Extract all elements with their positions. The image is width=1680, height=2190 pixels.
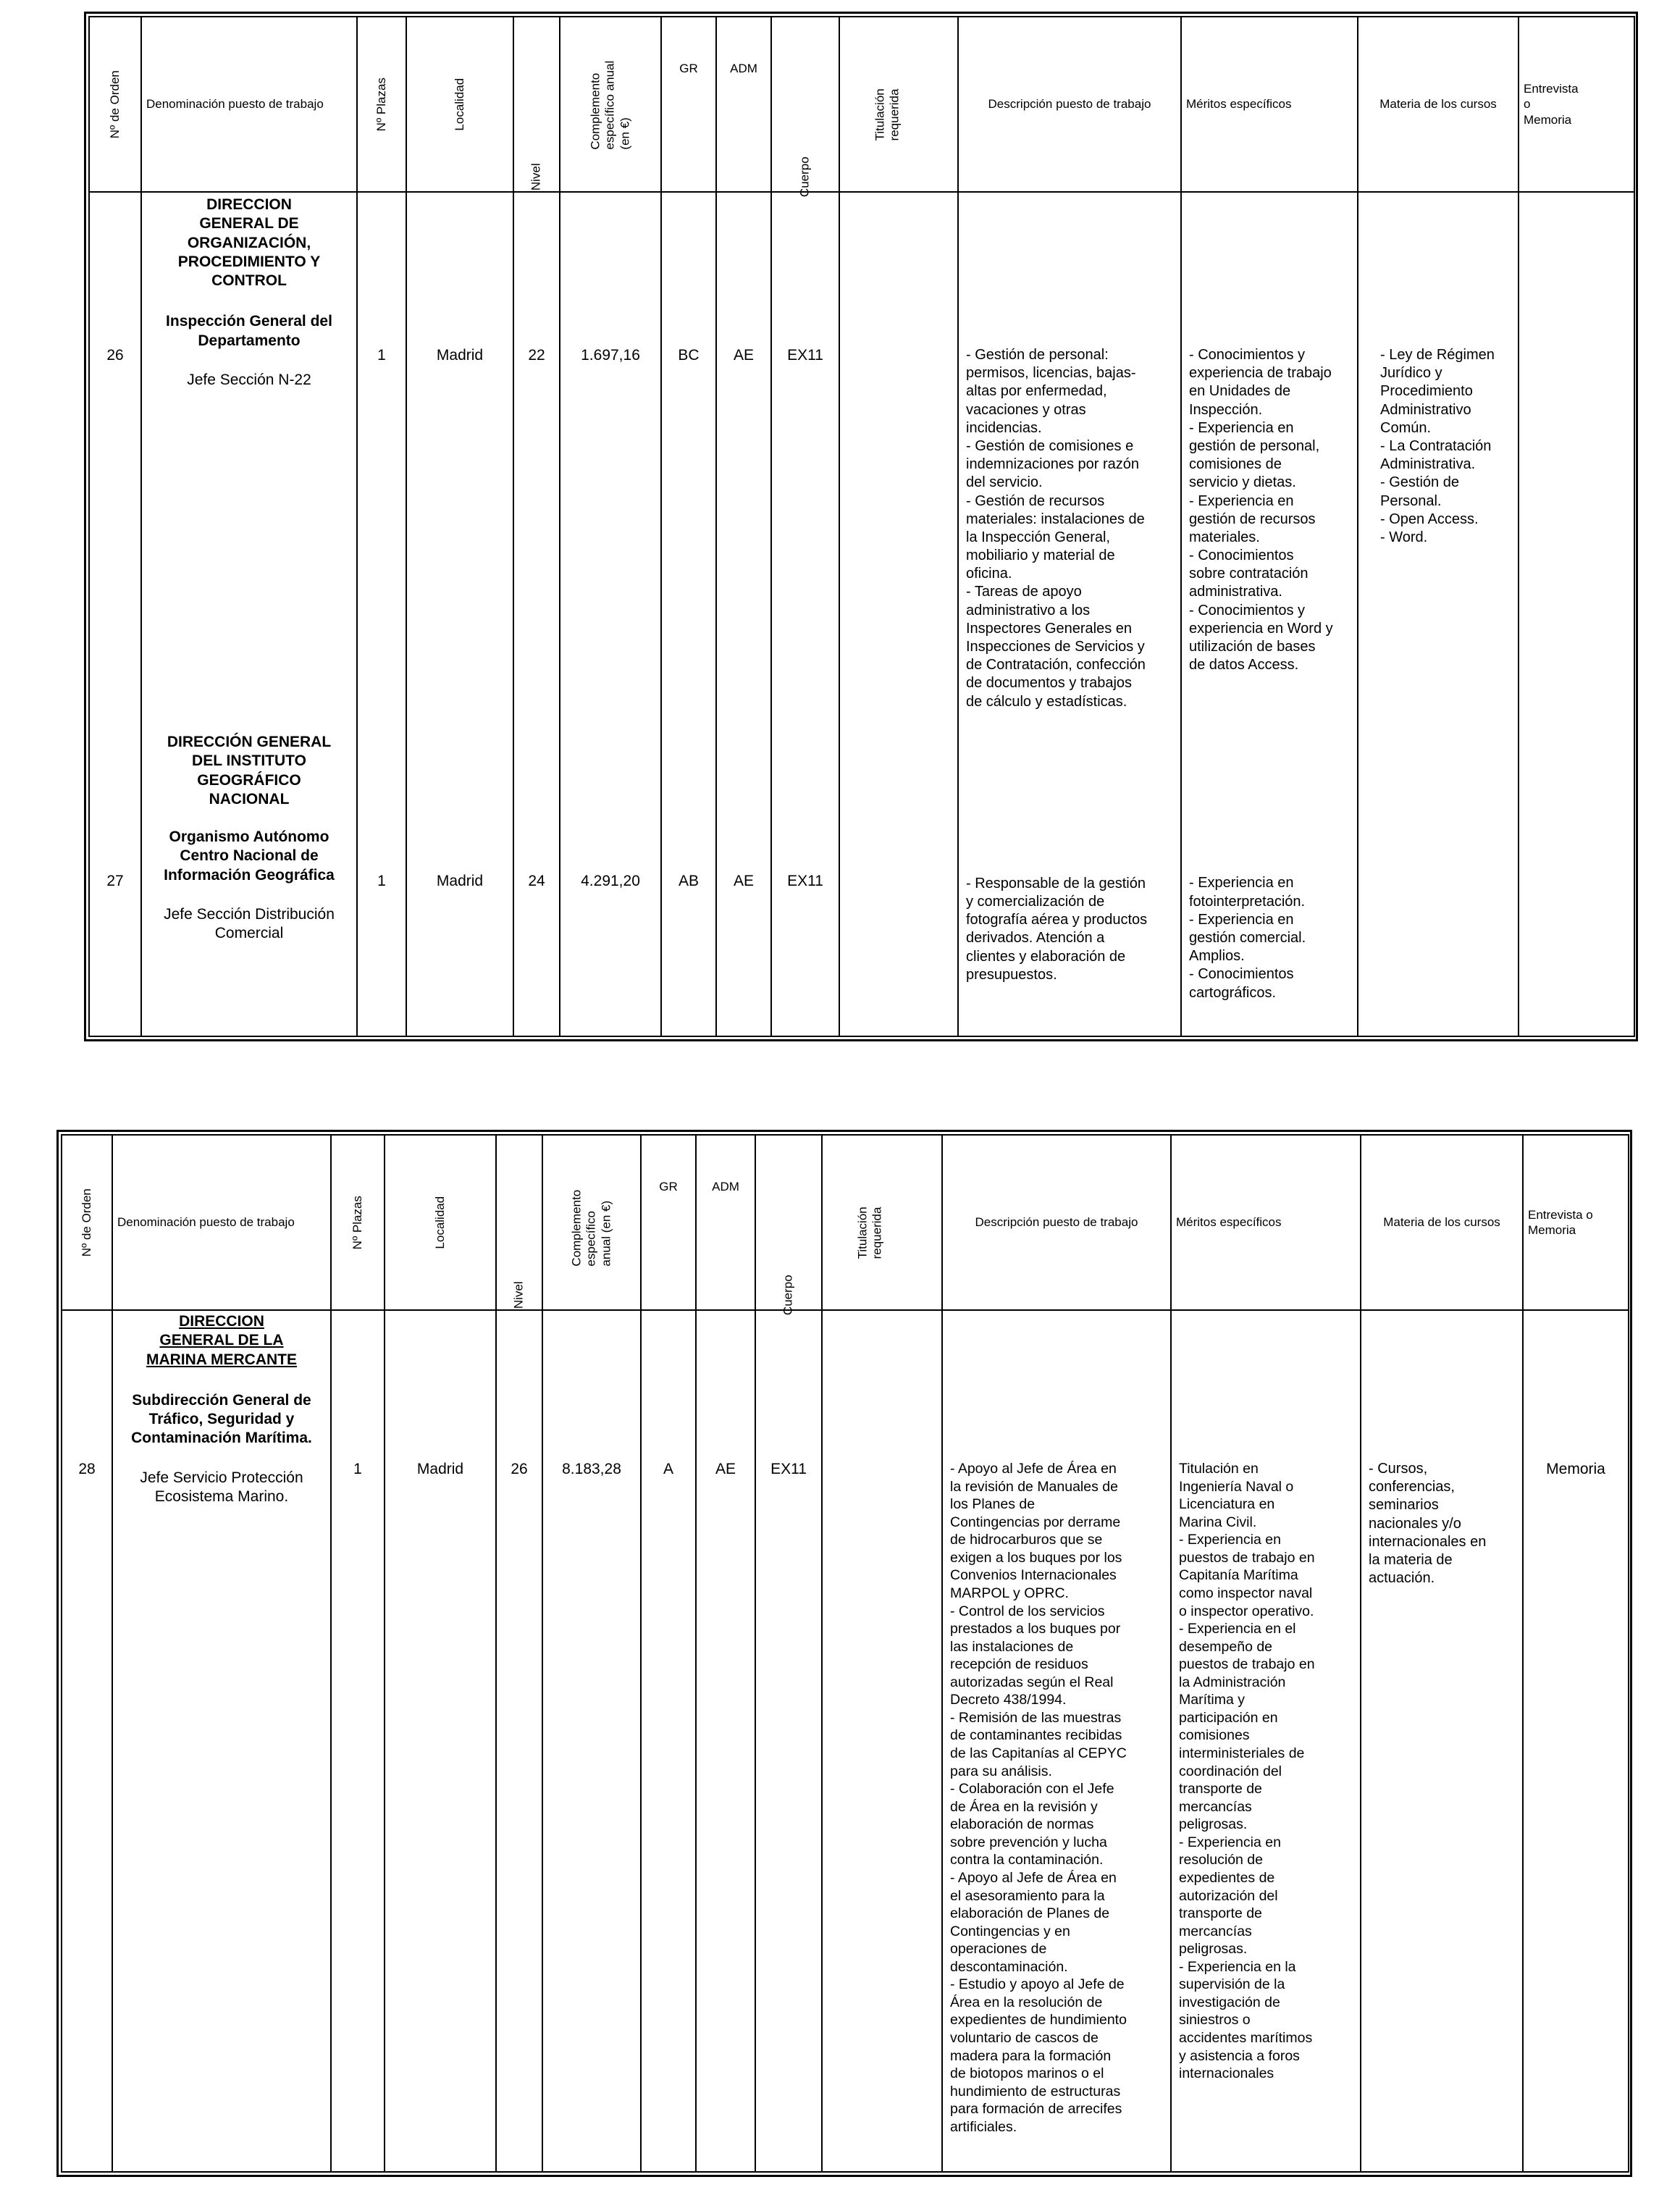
header-cuerpo: Cuerpo [771,17,839,192]
row26-complemento: 1.697,16 [581,347,640,364]
gr-cell [661,192,716,1036]
row27-localidad: Madrid [436,873,484,890]
body-row [89,192,1634,1036]
header-nivel: Nivel [513,17,560,192]
header-meritos: Méritos específicos [1171,1135,1361,1310]
header-plazas: Nº Plazas [331,1135,385,1310]
header-cursos: Materia de los cursos [1358,17,1519,192]
row26-denominacion: Jefe Sección N-22 [187,371,311,388]
row28-meritos: Titulación en Ingeniería Naval o Licenciatura en Marina Civil. - Experiencia en puestos de trabajo en Capitanía Marítima como inspector naval o inspector operativo. - Experiencia en el desempeño de puestos de trabajo en la Administración Marítima y participación en comisiones interministeriales de coordinación del transporte de mercancías peligrosas. - Experiencia en resolución de expedientes de autorización del transporte de mercancías peligrosas. - Experiencia en la supervisión de la investigación de siniestros o accidentes marítimos y asistencia a foros internacionales [1179,1461,1315,2082]
header-cuerpo: Cuerpo [755,1135,822,1310]
row26-orden: 26 [106,347,124,364]
localidad-cell [406,192,513,1036]
complemento-cell [560,192,661,1036]
titulacion-cell [839,192,958,1036]
cuerpo-cell [771,192,839,1036]
header-adm: ADM [696,1135,755,1310]
row26-meritos: - Conocimientos y experiencia de trabajo en Unidades de Inspección. - Experiencia en gestión de personal, comisiones de servicio y dietas. - Experiencia en gestión de recursos materiales. - Conocimientos sobre contratación administrativa. - Conocimientos y experiencia en Word y utilización de bases de datos Access. [1189,347,1333,674]
row26-nivel: 22 [528,347,545,364]
job-table-1 [88,16,1635,1037]
header-titulacion: Titulación requerida [822,1135,942,1310]
row27-plazas: 1 [377,873,386,890]
header-localidad: Localidad [406,17,513,192]
header-nivel: Nivel [496,1135,542,1310]
gr-cell [641,1310,696,2172]
job-table-2 [61,1134,1629,2173]
row26-adm: AE [733,347,754,364]
row26-plazas: 1 [377,347,386,364]
row27-nivel: 24 [528,873,545,890]
section-title-organizacion: DIRECCION GENERAL DE ORGANIZACIÓN, PROCEDIMIENTO Y CONTROL [177,196,321,289]
header-adm: ADM [716,17,771,192]
orden-cell [89,192,141,1036]
complemento-cell [542,1310,641,2172]
adm-cell [696,1310,755,2172]
descripcion-cell [958,192,1181,1036]
section-subtitle-trafico: Subdirección General de Tráfico, Seguridad y Contaminación Marítima. [131,1391,312,1447]
row28-gr: A [663,1461,673,1477]
row28-descripcion: - Apoyo al Jefe de Área en la revisión de Manuales de los Planes de Contingencias por derrame de hidrocarburos que se exigen a los buques por los Convenios Internacionales MARPOL y OPRC. - Control de los servicios prestados a los buques por las instalaciones de recepción de residuos autorizadas según el Real Decreto 438/1994. - Remisión de las muestras de contaminantes recibidas de las Capitanías al CEPYC para su análisis. - Colaboración con el Jefe de Área en la revisión y elaboración de normas sobre prevención y lucha contra la contaminación. - Apoyo al Jefe de Área en el asesoramiento para la elaboración de Planes de Contingencias y en operaciones de descontaminación. - Estudio y apoyo al Jefe de Área en la resolución de expedientes de hundimiento voluntario de cascos de madera para la formación de biotopos marinos o el hundimiento de estructuras para formación de arrecifes artificiales. [950,1461,1127,2135]
row27-gr: AB [678,873,699,890]
row26-gr: BC [678,347,700,364]
adm-cell [716,192,771,1036]
header-row [89,17,1634,192]
row27-denominacion: Jefe Sección Distribución Comercial [164,905,335,941]
header-entrevista: Entrevista o Memoria [1523,1135,1629,1310]
header-row [62,1135,1629,1310]
row27-complemento: 4.291,20 [581,873,640,890]
header-denominacion: Denominación puesto de trabajo [112,1135,331,1310]
titulacion-cell [822,1310,942,2172]
row27-meritos: - Experiencia en fotointerpretación. - Experiencia en gestión comercial. Amplios. - Conocimientos cartográficos. [1189,875,1306,1001]
header-meritos: Méritos específicos [1181,17,1358,192]
localidad-cell [385,1310,496,2172]
descripcion-cell [942,1310,1171,2172]
denominacion-cell [112,1310,331,2172]
plazas-cell [331,1310,385,2172]
row26-cuerpo: EX11 [787,347,823,364]
row28-cursos: - Cursos, conferencias, seminarios nacionales y/o internacionales en la materia de actuación. [1369,1461,1487,1587]
row28-plazas: 1 [353,1461,362,1477]
cursos-cell [1361,1310,1523,2172]
header-gr: GR [661,17,716,192]
nivel-cell [513,192,560,1036]
row28-entrevista: Memoria [1546,1461,1605,1477]
orden-cell [62,1310,112,2172]
row27-cuerpo: EX11 [787,873,823,890]
section-subtitle-inspeccion: Inspección General del Departamento [166,313,332,349]
meritos-cell [1181,192,1358,1036]
plazas-cell [357,192,406,1036]
header-denominacion: Denominación puesto de trabajo [141,17,357,192]
row28-adm: AE [715,1461,736,1477]
row28-denominacion: Jefe Servicio Protección Ecosistema Marino. [140,1469,303,1505]
header-localidad: Localidad [385,1135,496,1310]
row28-orden: 28 [78,1461,96,1477]
header-orden: Nº de Orden [89,17,141,192]
entrevista-cell [1519,192,1634,1036]
row28-cuerpo: EX11 [770,1461,807,1477]
meritos-cell [1171,1310,1361,2172]
row27-descripcion: - Responsable de la gestión y comercialización de fotografía aérea y productos derivados. Atención a clientes y elaboración de presupuestos. [966,875,1148,983]
row28-localidad: Madrid [416,1461,464,1477]
row27-adm: AE [733,873,754,890]
cuerpo-cell [755,1310,822,2172]
body-row [62,1310,1629,2172]
header-complemento: Complemento específico anual (en €) [560,17,661,192]
header-plazas: Nº Plazas [357,17,406,192]
row26-cursos: - Ley de Régimen Jurídico y Procedimiento Administrativo Común. - La Contratación Administrativa. - Gestión de Personal. - Open Access. - Word. [1380,347,1495,545]
section-subtitle-cnig: Organismo Autónomo Centro Nacional de Información Geográfica [164,828,335,884]
nivel-cell [496,1310,542,2172]
cursos-cell [1358,192,1519,1036]
header-descripcion: Descripción puesto de trabajo [942,1135,1171,1310]
header-descripcion: Descripción puesto de trabajo [958,17,1181,192]
row26-localidad: Madrid [436,347,484,364]
section-title-ign: DIRECCIÓN GENERAL DEL INSTITUTO GEOGRÁFICO NACIONAL [167,734,332,807]
row27-orden: 27 [106,873,124,890]
entrevista-cell [1523,1310,1629,2172]
header-orden: Nº de Orden [62,1135,112,1310]
denominacion-cell [141,192,357,1036]
header-cursos: Materia de los cursos [1361,1135,1523,1310]
row26-descripcion: - Gestión de personal: permisos, licencias, bajas- altas por enfermedad, vacaciones y otras incidencias. - Gestión de comisiones e indemnizaciones por razón del servicio. - Gestión de recursos materiales: instalaciones de la Inspección General, mobiliario y material de oficina. - Tareas de apoyo administrativo a los Inspectores Generales en Inspecciones de Servicios y de Contratación, confección de documentos y trabajos de cálculo y estadísticas. [966,347,1146,710]
row28-nivel: 26 [511,1461,528,1477]
header-titulacion: Titulación requerida [839,17,958,192]
header-entrevista: Entrevista o Memoria [1519,17,1634,192]
row28-complemento: 8.183,28 [562,1461,621,1477]
header-gr: GR [641,1135,696,1310]
section-title-marina: DIRECCION GENERAL DE LA MARINA MERCANTE [146,1313,298,1368]
header-complemento: Complemento específico anual (en €) [542,1135,641,1310]
